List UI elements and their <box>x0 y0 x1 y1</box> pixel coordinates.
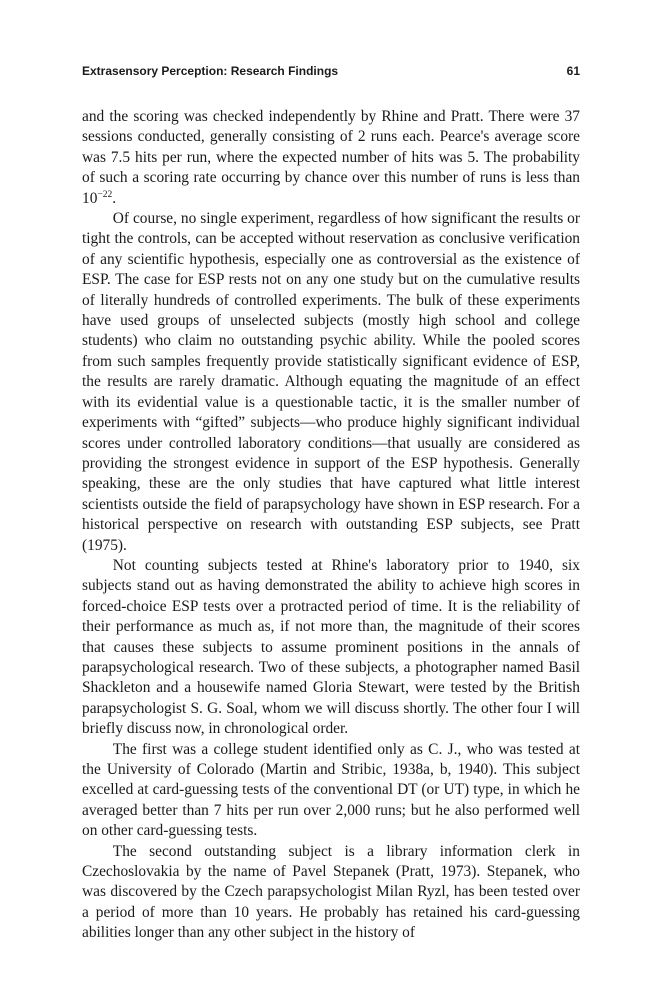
paragraph-1-end: . <box>112 189 117 207</box>
paragraph-3: Not counting subjects tested at Rhine's laboratory prior to 1940, six subjects stand out as having demonstrated the ability to achieve high scores in forced-choice ESP tests over a protracted period of time. It is the reliability of their performance as much as, if not more than, the magnitude of their scores that causes these subjects to assume prominent positions in the annals of parapsychological research. Two of these subjects, a photographer named Basil Shackleton and a housewife named Gloria Stewart, were tested by the British parapsychologist S. G. Soal, whom we will discuss shortly. The other four I will briefly discuss now, in chronological order. <box>82 556 580 738</box>
body-text <box>82 107 580 944</box>
running-head <box>82 64 580 78</box>
paragraph-2: Of course, no single experiment, regardless of how significant the results or tight the controls, can be accepted without reservation as conclusive verification of any scientific hypothesis, especially one as controversial as the existence of ESP. The case for ESP rests not on any one study but on the cumulative results of literally hundreds of controlled experiments. The bulk of these experiments have used groups of unselected subjects (mostly high school and college students) who claim no outstanding psychic ability. While the pooled scores from such samples frequently provide statistically significant evidence of ESP, the results are rarely dramatic. Although equating the magnitude of an effect with its evidential value is a questionable tactic, it is the smaller number of experiments with “gifted” subjects—who produce highly significant individual scores under controlled laboratory conditions—that usually are considered as providing the strongest evidence in support of the ESP hypothesis. Generally speaking, these are the only studies that have captured what little interest scientists outside the field of parapsychology have shown in ESP research. For a historical perspective on research with outstanding ESP subjects, see Pratt (1975). <box>82 210 580 554</box>
exponent: −22 <box>97 189 113 200</box>
book-page <box>82 64 580 944</box>
page-number: 61 <box>566 64 580 78</box>
paragraph-1 <box>82 107 580 209</box>
paragraph-1-text: and the scoring was checked independently by Rhine and Pratt. There were 37 sessions conducted, generally consisting of 2 runs each. Pearce's average score was 7.5 hits per run, where the expected number of hits was 5. The probability of such a scoring rate occurring by chance over this number of runs is less than 10 <box>82 108 580 207</box>
running-title: Extrasensory Perception: Research Findings <box>82 64 339 78</box>
paragraph-5: The second outstanding subject is a library information clerk in Czechoslovakia by the name of Pavel Stepanek (Pratt, 1973). Stepanek, who was discovered by the Czech parapsychologist Milan Ryzl, has been tested over a period of more than 10 years. He probably has retained his card-guessing abilities longer than any other subject in the history of <box>82 842 580 942</box>
paragraph-4: The first was a college student identified only as C. J., who was tested at the University of Colorado (Martin and Stribic, 1938a, b, 1940). This subject excelled at card-guessing tests of the conventional DT (or UT) type, in which he averaged better than 7 hits per run over 2,000 runs; but he also performed well on other card-guessing tests. <box>82 740 580 840</box>
